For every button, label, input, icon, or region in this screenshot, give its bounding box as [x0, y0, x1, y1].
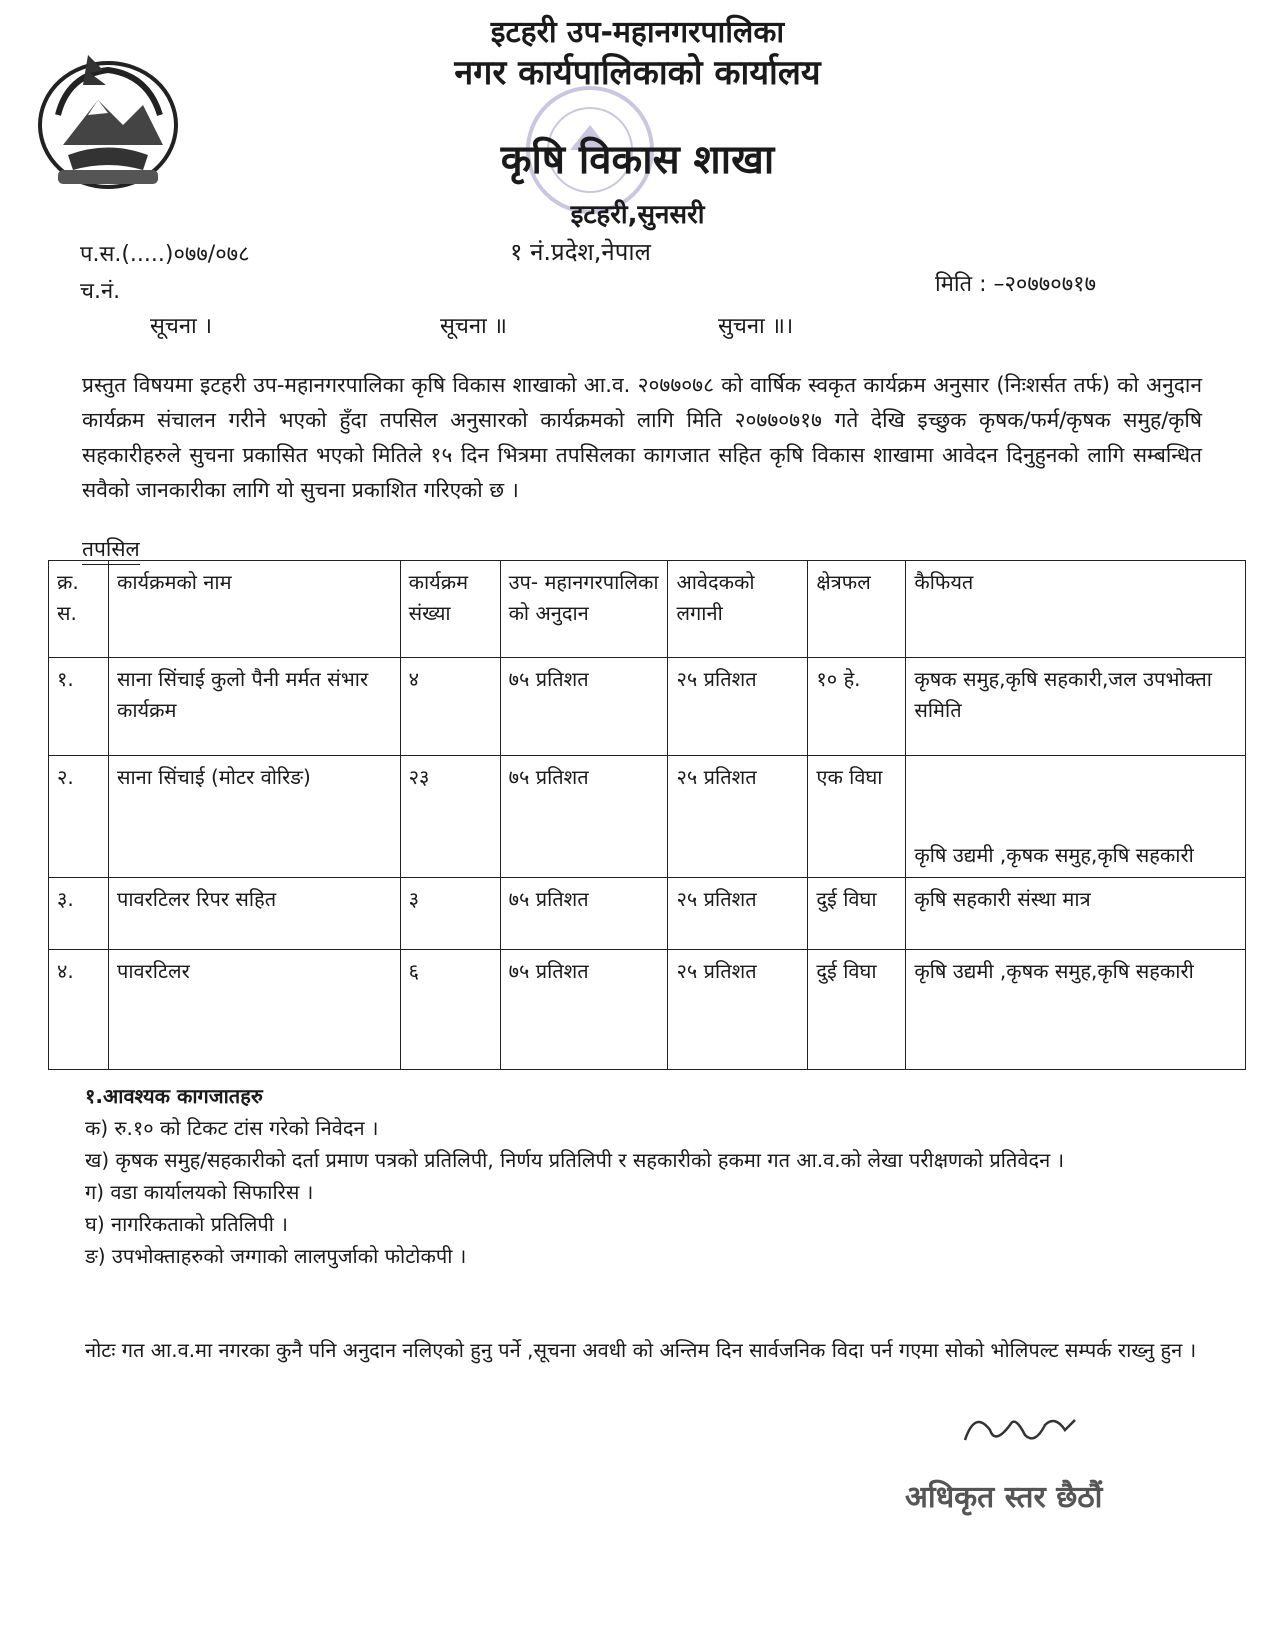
table-cell: कृषि सहकारी संस्था मात्र [906, 878, 1246, 950]
branch-name: कृषि विकास शाखा [500, 137, 775, 183]
header-program-count: कार्यक्रम संख्या [400, 561, 500, 658]
table-cell: २५ प्रतिशत [668, 756, 808, 878]
date: मिति : –२०७७०७१७ [935, 272, 1097, 297]
header-area: क्षेत्रफल [808, 561, 906, 658]
header-program-name: कार्यक्रमको नाम [108, 561, 400, 658]
table-cell: एक विघा [808, 756, 906, 878]
table-cell: १० हे. [808, 658, 906, 756]
table-row [49, 878, 1246, 950]
table-cell: पावरटिलर रिपर सहित [108, 878, 400, 950]
table-cell: कृषि उद्यमी ,कृषक समुह,कृषि सहकारी [906, 756, 1246, 878]
list-item: घ) नागरिकताको प्रतिलिपी । [85, 1212, 288, 1236]
province: १ नं.प्रदेश,नेपाल [510, 238, 651, 266]
table-cell: कृषक समुह,कृषि सहकारी,जल उपभोक्ता समिति [906, 658, 1246, 756]
intro-paragraph: प्रस्तुत विषयमा इटहरी उप-महानगरपालिका कृषि विकास शाखाको आ.व. २०७७०७८ को वार्षिक स्वकृत कार्यक्रम अनुसार (निःशर्सत तर्फ) को अनुदान कार्यक्रम संचालन गरीने भएको हुँदा तपसिल अनुसारको कार्यक्रमको लागि मिति २०७७०७१७ गते देखि इच्छुक कृषक/फर्म/कृषक समुह/कृषि सहकारीहरुले सुचना प्रकासित भएको मितिले १५ दिन भित्रमा तपसिलका कागजात सहित कृषि विकास शाखामा आवेदन दिनुहुनको लागि सम्बन्धित सवैको जानकारीका लागि यो सुचना प्रकाशित गरिएको छ । [82, 373, 1202, 502]
table-header-row [49, 561, 1246, 658]
table-cell: २५ प्रतिशत [668, 950, 808, 1070]
header-grant: उप- महानगरपालिका को अनुदान [500, 561, 668, 658]
location: इटहरी,सुनसरी [570, 200, 705, 230]
header-serial: क्र. स. [49, 561, 109, 658]
note: नोटः गत आ.व.मा नगरका कुनै पनि अनुदान नलिएको हुनु पर्ने ,सूचना अवधी को अन्तिम दिन सार्वजनिक विदा पर्न गएमा सोको भोलिपल्ट सम्पर्क राख्नु हुन । [85, 1338, 1197, 1362]
table-cell: दुई विघा [808, 950, 906, 1070]
table-cell: २३ [400, 756, 500, 878]
table-cell: ३ [400, 878, 500, 950]
notice-label-3: सुचना ॥। [718, 314, 794, 339]
details-label: तपसिल [82, 535, 140, 565]
office-name: नगर कार्यपालिकाको कार्यालय [454, 53, 821, 93]
table-cell: साना सिंचाई (मोटर वोरिङ) [108, 756, 400, 878]
table-cell: २५ प्रतिशत [668, 658, 808, 756]
notice-label-1: सूचना । [150, 314, 213, 339]
org-name: इटहरी उप-महानगरपालिका [490, 15, 785, 50]
list-item: क) रु.१० को टिकट टांस गरेको निवेदन । [85, 1116, 379, 1140]
table-cell: साना सिंचाई कुलो पैनी मर्मत संभार कार्यक्रम [108, 658, 400, 756]
list-item: ख) कृषक समुह/सहकारीको दर्ता प्रमाण पत्रको प्रतिलिपी, निर्णय प्रतिलिपी र सहकारीको हकमा गत आ.व.को लेखा परीक्षणको प्रतिवेदन । [85, 1148, 1065, 1172]
table-cell: ७५ प्रतिशत [500, 878, 668, 950]
table-cell: २५ प्रतिशत [668, 878, 808, 950]
notice-label-2: सूचना ॥ [440, 314, 507, 339]
dispatch-number: च.नं. [80, 279, 121, 304]
reference-number: प.स.(.....)०७७/०७८ [80, 242, 250, 267]
table-cell: ३. [49, 878, 109, 950]
table-cell: ७५ प्रतिशत [500, 950, 668, 1070]
list-item: ग) वडा कार्यालयको सिफारिस । [85, 1180, 314, 1204]
table-row [49, 950, 1246, 1070]
table-cell: १. [49, 658, 109, 756]
table-cell: २. [49, 756, 109, 878]
table-cell: ७५ प्रतिशत [500, 658, 668, 756]
list-item: ङ) उपभोक्ताहरुको जग्गाको लालपुर्जाको फोटोकपी । [85, 1244, 467, 1268]
documents-title: १.आवश्यक कागजातहरु [85, 1084, 263, 1108]
table-cell: ६ [400, 950, 500, 1070]
table-row [49, 658, 1246, 756]
header-remarks: कैफियत [906, 561, 1246, 658]
table-row [49, 756, 1246, 878]
program-table [48, 560, 1246, 1070]
signature-icon [955, 1400, 1085, 1460]
table-cell: ४ [400, 658, 500, 756]
table-cell: पावरटिलर [108, 950, 400, 1070]
header-applicant-investment: आवेदकको लगानी [668, 561, 808, 658]
table-cell: ४. [49, 950, 109, 1070]
table-cell: ७५ प्रतिशत [500, 756, 668, 878]
required-documents [85, 1080, 1215, 1272]
officer-designation: अधिकृत स्तर छैठौं [905, 1480, 1103, 1515]
table-cell: दुई विघा [808, 878, 906, 950]
table-cell: कृषि उद्यमी ,कृषक समुह,कृषि सहकारी [906, 950, 1246, 1070]
